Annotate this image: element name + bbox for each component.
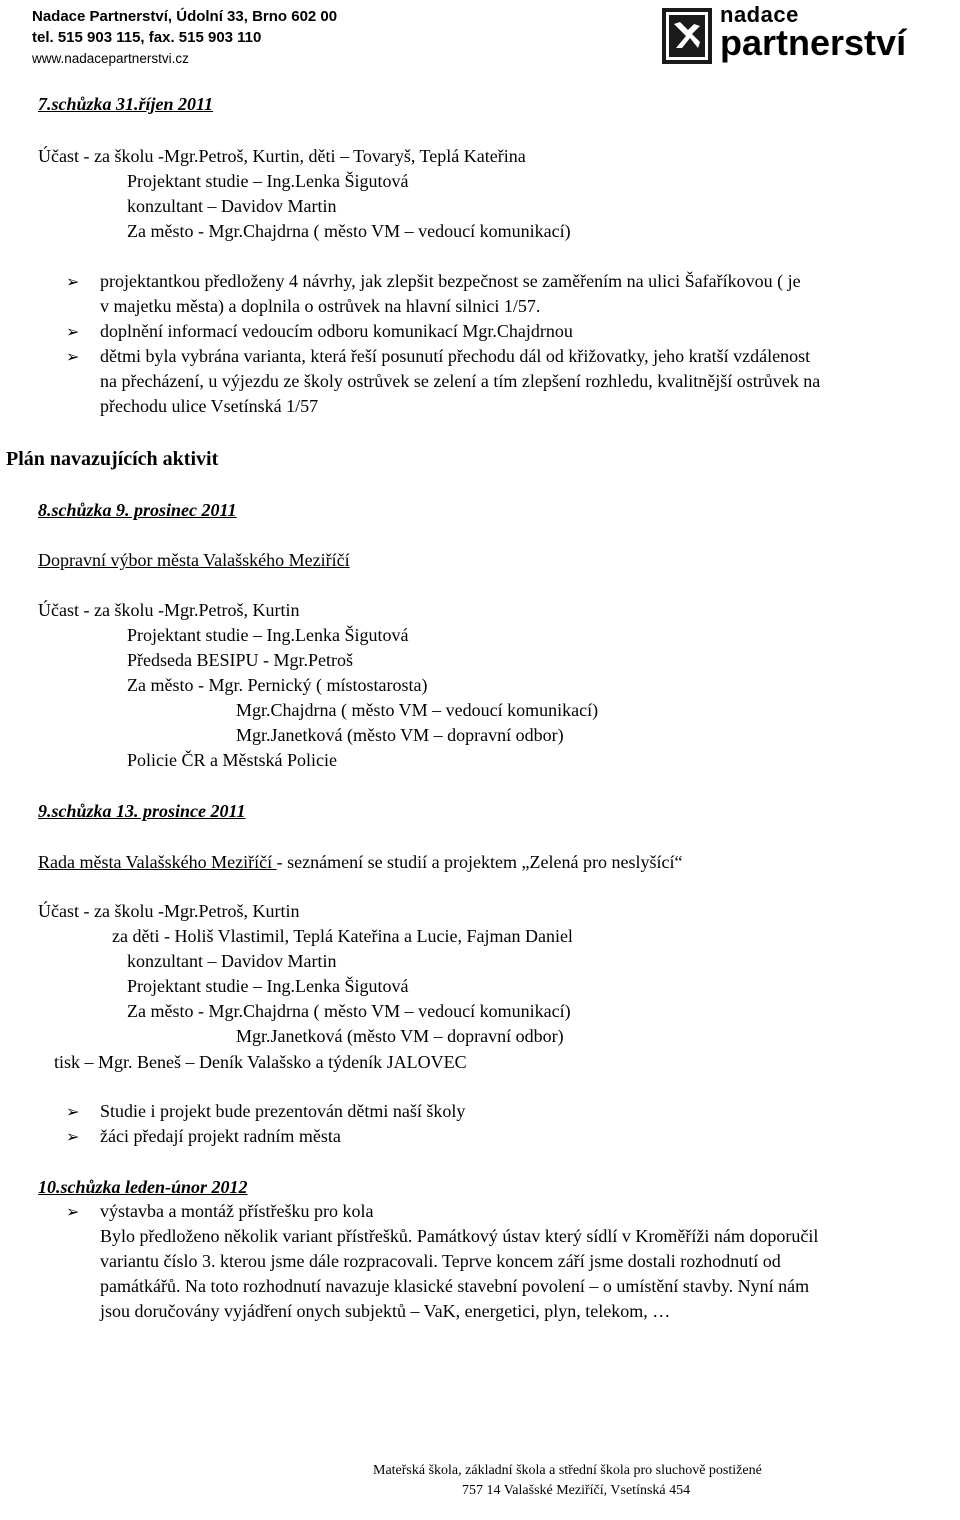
meeting9-subheading	[38, 850, 682, 875]
meeting7-bullet-line: doplnění informací vedoucím odboru komunikací Mgr.Chajdrnou	[100, 321, 573, 341]
letterhead-web: www.nadacepartnerstvi.cz	[32, 51, 189, 66]
meeting9-participant-line: Za město - Mgr.Chajdrna ( město VM – vedoucí komunikací)	[127, 1001, 571, 1021]
meeting9-participants: Účast - za školu -Mgr.Petroš, Kurtin	[38, 901, 300, 921]
meeting8-participants: Účast - za školu -Mgr.Petroš, Kurtin	[38, 600, 300, 620]
meeting8-participant-line: Mgr.Chajdrna ( město VM – vedoucí komunikací)	[236, 700, 599, 720]
bullet-arrow-icon: ➢	[66, 1202, 80, 1221]
meeting9-bullet: žáci předají projekt radním města	[100, 1126, 341, 1146]
meeting7-participants: Účast - za školu -Mgr.Petroš, Kurtin, děti – Tovaryš, Teplá Kateřina	[38, 146, 526, 166]
meeting8-heading: 8.schůzka 9. prosinec 2011	[38, 500, 237, 520]
letterhead-address: Nadace Partnerství, Údolní 33, Brno 602 00	[32, 8, 338, 25]
bullet-arrow-icon: ➢	[66, 1127, 80, 1146]
logo-text-partnerstvi: partnerství	[720, 22, 907, 63]
meeting7-bullet-line: v majetku města) a doplnila o ostrůvek na hlavní silnici 1/57.	[100, 296, 541, 316]
meeting8-participant-line: Mgr.Janetková (město VM – dopravní odbor)	[236, 725, 564, 745]
meeting9-press-line: tisk – Mgr. Beneš – Deník Valašsko a týdeník JALOVEC	[54, 1052, 467, 1072]
meeting9-participant-line: za děti - Holiš Vlastimil, Teplá Kateřina a Lucie, Fajman Daniel	[112, 926, 573, 946]
bullet-arrow-icon: ➢	[66, 1102, 80, 1121]
footer-school-address: 757 14 Valašské Meziříčí, Vsetínská 454	[462, 1483, 691, 1498]
meeting8-participant-line: Za město - Mgr. Pernický ( místostarosta)	[127, 675, 428, 695]
meeting10-paragraph-line: památkářů. Na toto rozhodnutí navazuje klasické stavební povolení – o umístění stavby. Nyní nám	[100, 1276, 810, 1296]
nadace-partnerstvi-logo	[662, 4, 952, 68]
meeting8-participant-line: Předseda BESIPU - Mgr.Petroš	[127, 650, 353, 670]
meeting10-paragraph-line: variantu číslo 3. kterou jsme dále rozpracovali. Teprve koncem září jsme dostali rozhodnutí od	[100, 1251, 781, 1271]
meeting10-bullet: výstavba a montáž přístřešku pro kola	[100, 1201, 374, 1221]
meeting7-participant-line: Projektant studie – Ing.Lenka Šigutová	[127, 171, 409, 191]
meeting8-subheading: Dopravní výbor města Valašského Meziříčí	[38, 550, 350, 570]
bullet-arrow-icon: ➢	[66, 272, 80, 291]
meeting7-participant-line: konzultant – Davidov Martin	[127, 196, 337, 216]
meeting9-subheading-council: Rada města Valašského Meziříčí	[38, 852, 277, 872]
nadace-partnerstvi-logo-icon	[662, 8, 712, 64]
meeting9-participant-line: Projektant studie – Ing.Lenka Šigutová	[127, 976, 409, 996]
meeting7-bullet-line: přechodu ulice Vsetínská 1/57	[100, 396, 319, 416]
meeting9-participant-line: Mgr.Janetková (město VM – dopravní odbor)	[236, 1026, 564, 1046]
letterhead-phone: tel. 515 903 115, fax. 515 903 110	[32, 29, 262, 46]
meeting7-bullet-line: dětmi byla vybrána varianta, která řeší posunutí přechodu dál od křižovatky, jeho kratší vzdálenost	[100, 346, 811, 366]
meeting10-paragraph-line: Bylo předloženo několik variant přístřešků. Památkový ústav který sídlí v Kroměříži nám doporučil	[100, 1226, 819, 1246]
meeting9-heading: 9.schůzka 13. prosince 2011	[38, 801, 246, 821]
meeting10-paragraph-line: jsou doručovány vyjádření onych subjektů – VaK, energetici, plyn, telekom, …	[100, 1301, 671, 1321]
bullet-arrow-icon: ➢	[66, 347, 80, 366]
meeting7-bullet-line: projektantkou předloženy 4 návrhy, jak zlepšit bezpečnost se zaměřením na ulici Šafaříkovou ( je	[100, 271, 801, 291]
logo-text-nadace: nadace	[720, 2, 799, 27]
meeting9-bullet: Studie i projekt bude prezentován dětmi naší školy	[100, 1101, 466, 1121]
meeting10-heading: 10.schůzka leden-únor 2012	[38, 1177, 248, 1197]
footer-school-name: Mateřská škola, základní škola a střední škola pro sluchově postižené	[373, 1463, 762, 1478]
meeting9-participant-line: konzultant – Davidov Martin	[127, 951, 337, 971]
meeting7-bullet-line: na přecházení, u výjezdu ze školy ostrůvek se zelení a tím zlepšení rozhledu, kvalitnější ostrůvek na	[100, 371, 821, 391]
meeting7-participant-line: Za město - Mgr.Chajdrna ( město VM – vedoucí komunikací)	[127, 221, 571, 241]
meeting7-heading: 7.schůzka 31.říjen 2011	[38, 94, 214, 114]
meeting9-subheading-rest: - seznámení se studií a projektem „Zelená pro neslyšící“	[276, 852, 683, 872]
letterhead	[32, 6, 337, 69]
meeting8-participant-line: Policie ČR a Městská Policie	[127, 750, 337, 770]
meeting8-participant-line: Projektant studie – Ing.Lenka Šigutová	[127, 625, 409, 645]
plan-heading: Plán navazujících aktivit	[6, 448, 219, 470]
bullet-arrow-icon: ➢	[66, 322, 80, 341]
